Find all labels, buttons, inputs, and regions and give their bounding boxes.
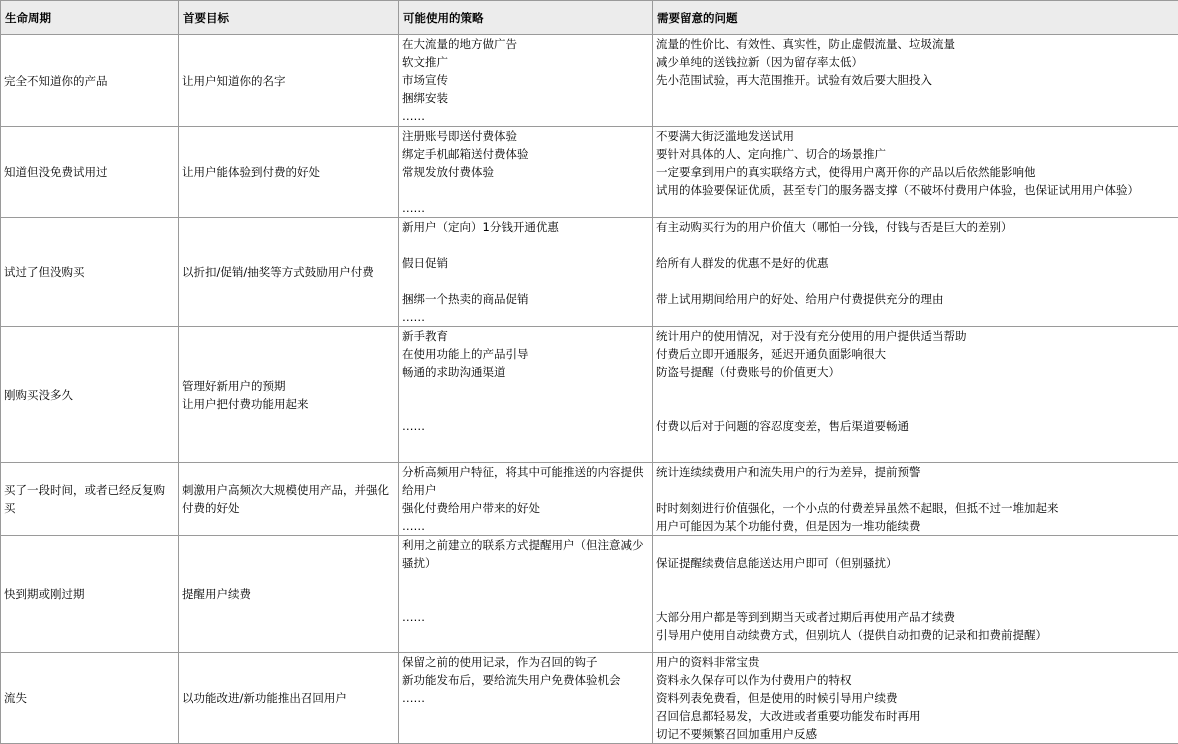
- issue-line: 付费以后对于问题的容忍度变差，售后渠道要畅通: [656, 417, 1175, 435]
- header-goal: 首要目标: [179, 1, 399, 35]
- strategy-cell: [399, 536, 653, 653]
- issue-line: 不要满大街泛滥地发送试用: [656, 127, 1175, 145]
- issues-cell: [653, 653, 1178, 744]
- strategy-cell: [399, 35, 653, 127]
- strategy-line: ……: [402, 417, 649, 435]
- issue-line: [656, 481, 1175, 499]
- table-body: [1, 35, 1178, 744]
- strategy-cell: [399, 463, 653, 536]
- issue-line: 一定要拿到用户的真实联络方式，使得用户离开你的产品以后依然能影响他: [656, 163, 1175, 181]
- strategy-line: 强化付费给用户带来的好处: [402, 499, 649, 517]
- table-row: [1, 35, 1178, 127]
- issue-line: 先小范围试验，再大范围推开。试验有效后要大胆投入: [656, 71, 1175, 89]
- issue-line: 召回信息都轻易发，大改进或者重要功能发布时再用: [656, 707, 1175, 725]
- strategy-line: [402, 572, 649, 590]
- strategy-line: 市场宣传: [402, 71, 649, 89]
- goal-line: 提醒用户续费: [182, 585, 395, 603]
- strategy-line: ……: [402, 517, 649, 535]
- issue-line: 防盗号提醒（付费账号的价值更大）: [656, 363, 1175, 381]
- table-row: [1, 127, 1178, 218]
- issues-cell: [653, 463, 1178, 536]
- strategy-line: 捆绑一个热卖的商品促销: [402, 290, 649, 308]
- issues-cell: [653, 327, 1178, 463]
- goal-cell: [179, 35, 399, 127]
- issue-line: 统计连续续费用户和流失用户的行为差异，提前预警: [656, 463, 1175, 481]
- issue-line: 给所有人群发的优惠不是好的优惠: [656, 254, 1175, 272]
- table-row: [1, 218, 1178, 327]
- strategy-line: [402, 381, 649, 399]
- issue-line: 时时刻刻进行价值强化，一个小点的付费差异虽然不起眼，但抵不过一堆加起来: [656, 499, 1175, 517]
- issue-line: [656, 236, 1175, 254]
- strategy-line: 在大流量的地方做广告: [402, 35, 649, 53]
- strategy-line: 软文推广: [402, 53, 649, 71]
- issue-line: [656, 536, 1175, 554]
- stage-cell: 快到期或刚过期: [1, 536, 179, 653]
- issue-line: 流量的性价比、有效性、真实性，防止虚假流量、垃圾流量: [656, 35, 1175, 53]
- goal-line: 让用户把付费功能用起来: [182, 395, 395, 413]
- goal-cell: [179, 536, 399, 653]
- strategy-line: 新用户（定向）1分钱开通优惠: [402, 218, 649, 236]
- stage-cell: 完全不知道你的产品: [1, 35, 179, 127]
- issue-line: [656, 572, 1175, 590]
- strategy-line: 新功能发布后，要给流失用户免费体验机会: [402, 671, 649, 689]
- strategy-cell: [399, 327, 653, 463]
- issue-line: 减少单纯的送钱拉新（因为留存率太低）: [656, 53, 1175, 71]
- header-issues: 需要留意的问题: [653, 1, 1178, 35]
- stage-cell: 流失: [1, 653, 179, 744]
- strategy-line: 注册账号即送付费体验: [402, 127, 649, 145]
- goal-cell: [179, 463, 399, 536]
- goal-line: 刺激用户高频次大规模使用产品，并强化付费的好处: [182, 481, 395, 517]
- issues-cell: [653, 536, 1178, 653]
- strategy-line: [402, 236, 649, 254]
- goal-cell: [179, 327, 399, 463]
- issue-line: 带上试用期间给用户的好处、给用户付费提供充分的理由: [656, 290, 1175, 308]
- strategy-line: 绑定手机邮箱送付费体验: [402, 145, 649, 163]
- issue-line: [656, 590, 1175, 608]
- strategy-line: 捆绑安装: [402, 89, 649, 107]
- strategy-line: ……: [402, 199, 649, 217]
- issue-line: 引导用户使用自动续费方式，但别坑人（提供自动扣费的记录和扣费前提醒）: [656, 626, 1175, 644]
- goal-line: 让用户能体验到付费的好处: [182, 163, 395, 181]
- goal-line: 以功能改进/新功能推出召回用户: [182, 689, 395, 707]
- strategy-line: 分析高频用户特征，将其中可能推送的内容提供给用户: [402, 463, 649, 499]
- strategy-cell: [399, 127, 653, 218]
- issue-line: 要针对具体的人、定向推广、切合的场景推广: [656, 145, 1175, 163]
- issue-line: 统计用户的使用情况，对于没有充分使用的用户提供适当帮助: [656, 327, 1175, 345]
- table-row: [1, 653, 1178, 744]
- strategy-line: ……: [402, 608, 649, 626]
- stage-cell: 知道但没免费试用过: [1, 127, 179, 218]
- issue-line: [656, 399, 1175, 417]
- table-row: [1, 463, 1178, 536]
- strategy-line: [402, 272, 649, 290]
- issue-line: [656, 272, 1175, 290]
- issues-cell: [653, 218, 1178, 327]
- stage-cell: 试过了但没购买: [1, 218, 179, 327]
- stage-cell: 买了一段时间，或者已经反复购买: [1, 463, 179, 536]
- goal-cell: [179, 127, 399, 218]
- issue-line: 有主动购买行为的用户价值大（哪怕一分钱，付钱与否是巨大的差别）: [656, 218, 1175, 236]
- table-row: [1, 327, 1178, 463]
- header-stage: 生命周期: [1, 1, 179, 35]
- issue-line: 用户的资料非常宝贵: [656, 653, 1175, 671]
- strategy-line: [402, 399, 649, 417]
- strategy-line: [402, 181, 649, 199]
- strategy-line: 常规发放付费体验: [402, 163, 649, 181]
- strategy-cell: [399, 653, 653, 744]
- issue-line: 资料列表免费看，但是使用的时候引导用户续费: [656, 689, 1175, 707]
- strategy-line: ……: [402, 689, 649, 707]
- issue-line: 付费后立即开通服务，延迟开通负面影响很大: [656, 345, 1175, 363]
- header-row: [1, 1, 1178, 35]
- strategy-line: ……: [402, 107, 649, 125]
- strategy-line: ……: [402, 308, 649, 326]
- goal-line: 让用户知道你的名字: [182, 72, 395, 90]
- strategy-line: 畅通的求助沟通渠道: [402, 363, 649, 381]
- table-row: [1, 536, 1178, 653]
- stage-cell: 刚购买没多久: [1, 327, 179, 463]
- issue-line: 用户可能因为某个功能付费，但是因为一堆功能续费: [656, 517, 1175, 535]
- goal-cell: [179, 653, 399, 744]
- strategy-line: 在使用功能上的产品引导: [402, 345, 649, 363]
- header-strategy: 可能使用的策略: [399, 1, 653, 35]
- strategy-line: 新手教育: [402, 327, 649, 345]
- goal-line: 以折扣/促销/抽奖等方式鼓励用户付费: [182, 263, 395, 281]
- issue-line: 试用的体验要保证优质，甚至专门的服务器支撑（不破坏付费用户体验，也保证试用用户体验）: [656, 181, 1175, 199]
- strategy-line: 假日促销: [402, 254, 649, 272]
- strategy-line: 利用之前建立的联系方式提醒用户（但注意减少骚扰）: [402, 536, 649, 572]
- strategy-line: 保留之前的使用记录，作为召回的钩子: [402, 653, 649, 671]
- strategy-cell: [399, 218, 653, 327]
- issues-cell: [653, 35, 1178, 127]
- issues-cell: [653, 127, 1178, 218]
- goal-line: 管理好新用户的预期: [182, 377, 395, 395]
- goal-cell: [179, 218, 399, 327]
- issue-line: 切记不要频繁召回加重用户反感: [656, 725, 1175, 743]
- issue-line: 资料永久保存可以作为付费用户的特权: [656, 671, 1175, 689]
- strategy-line: [402, 590, 649, 608]
- issue-line: [656, 381, 1175, 399]
- issue-line: 保证提醒续费信息能送达用户即可（但别骚扰）: [656, 554, 1175, 572]
- issue-line: 大部分用户都是等到到期当天或者过期后再使用产品才续费: [656, 608, 1175, 626]
